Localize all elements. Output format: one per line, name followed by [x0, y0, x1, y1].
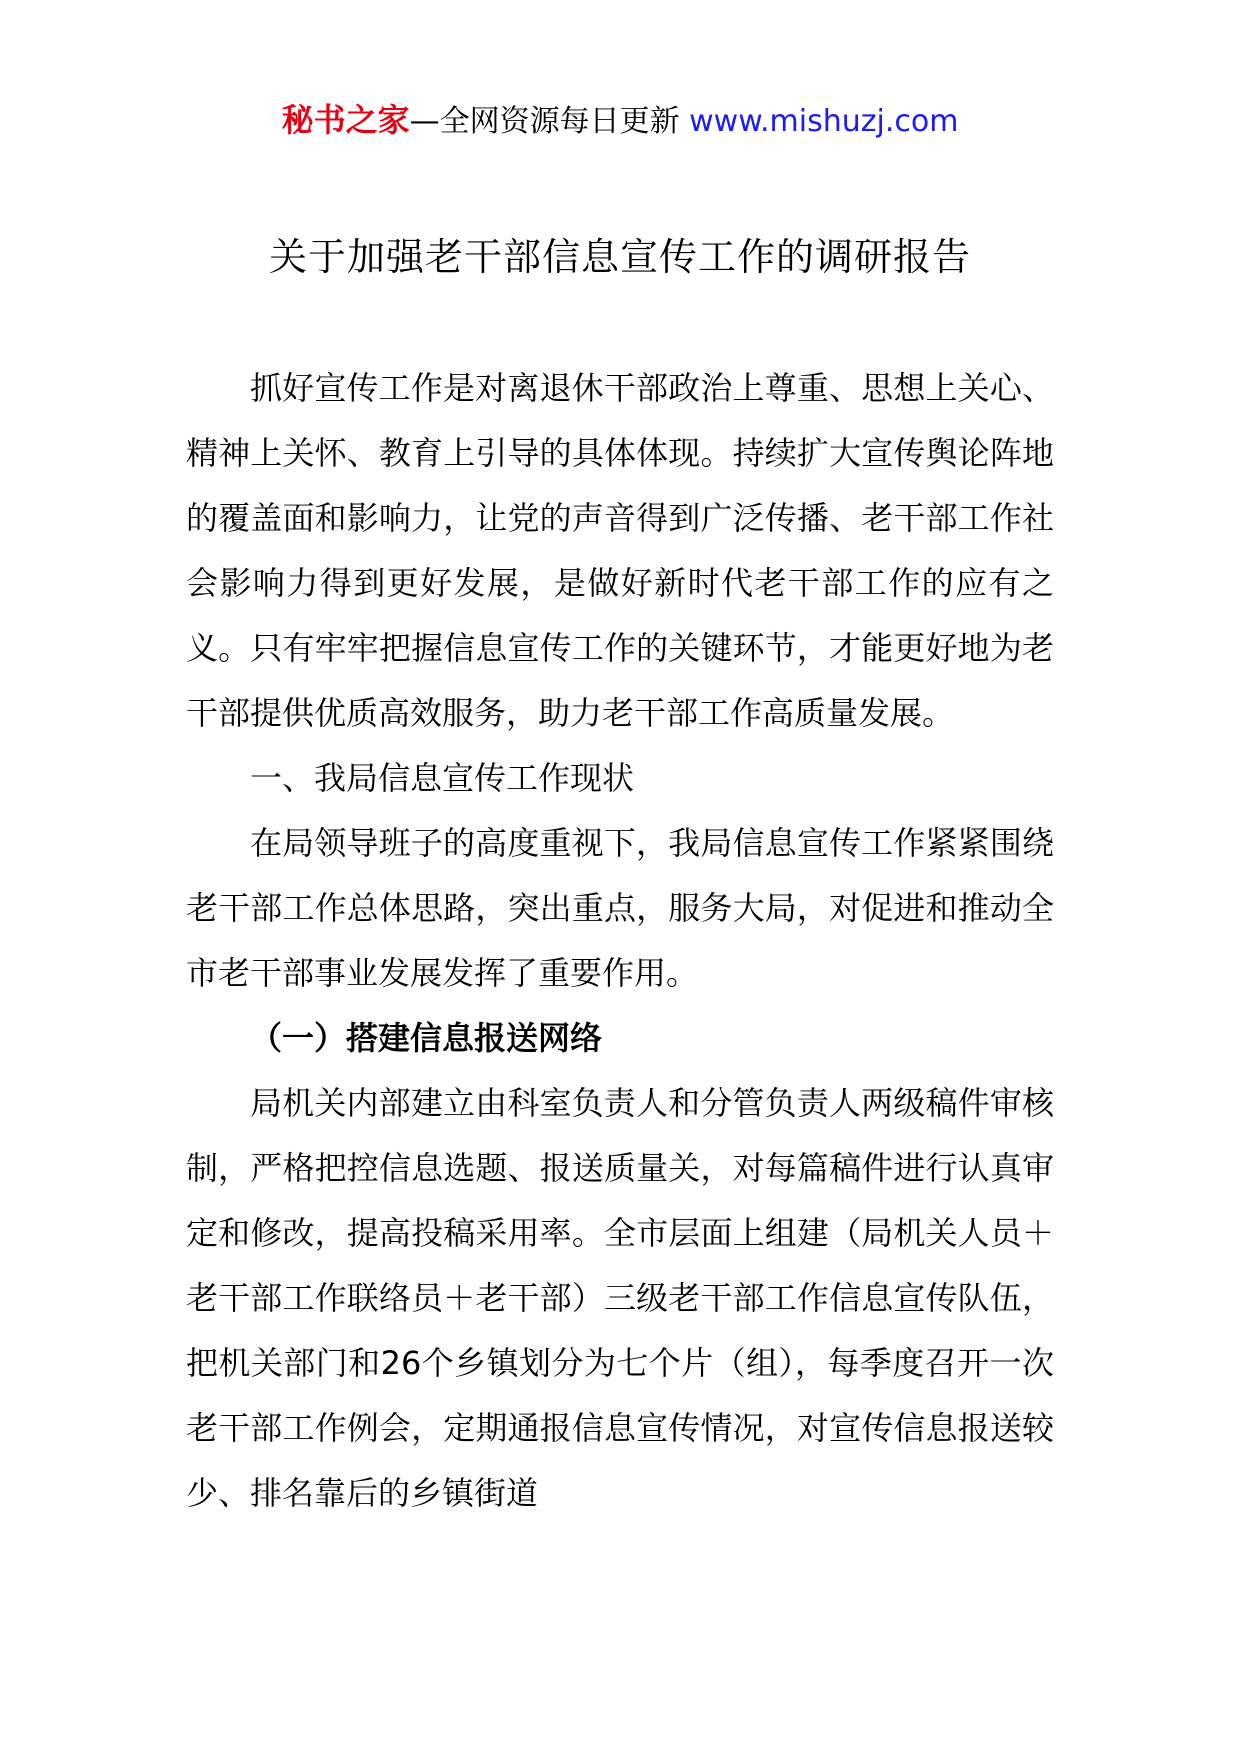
- site-header: [0, 100, 1240, 142]
- document-body: [186, 356, 1054, 1526]
- section-heading: 一、我局信息宣传工作现状: [250, 759, 635, 797]
- subsection-heading: （一）搭建信息报送网络: [250, 1019, 603, 1057]
- intro-paragraph: 抓好宣传工作是对离退休干部政治上尊重、思想上关心、精神上关怀、教育上引导的具体体现。持续扩大宣传舆论阵地的覆盖面和影响力，让党的声音得到广泛传播、老干部工作社会影响力得到更好发展，是做好新时代老干部工作的应有之义。只有牢牢把握信息宣传工作的关键环节，才能更好地为老干部提供优质高效服务，助力老干部工作高质量发展。: [186, 369, 1054, 732]
- brand-name: 秘书之家: [281, 101, 410, 139]
- subsection-paragraph: 局机关内部建立由科室负责人和分管负责人两级稿件审核制，严格把控信息选题、报送质量关，对每篇稿件进行认真审定和修改，提高投稿采用率。全市层面上组建（局机关人员＋老干部工作联络员＋老干部）三级老干部工作信息宣传队伍，把机关部门和26个乡镇划分为七个片（组），每季度召开一次老干部工作例会，定期通报信息宣传情况，对宣传信息报送较少、排名靠后的乡镇街道: [186, 1084, 1054, 1512]
- header-url[interactable]: www.mishuzj.com: [689, 104, 959, 139]
- document-title: 关于加强老干部信息宣传工作的调研报告: [268, 235, 971, 279]
- section-paragraph: 在局领导班子的高度重视下，我局信息宣传工作紧紧围绕老干部工作总体思路，突出重点，服务大局，对促进和推动全市老干部事业发展发挥了重要作用。: [186, 824, 1054, 992]
- header-slogan: —全网资源每日更新: [409, 104, 690, 139]
